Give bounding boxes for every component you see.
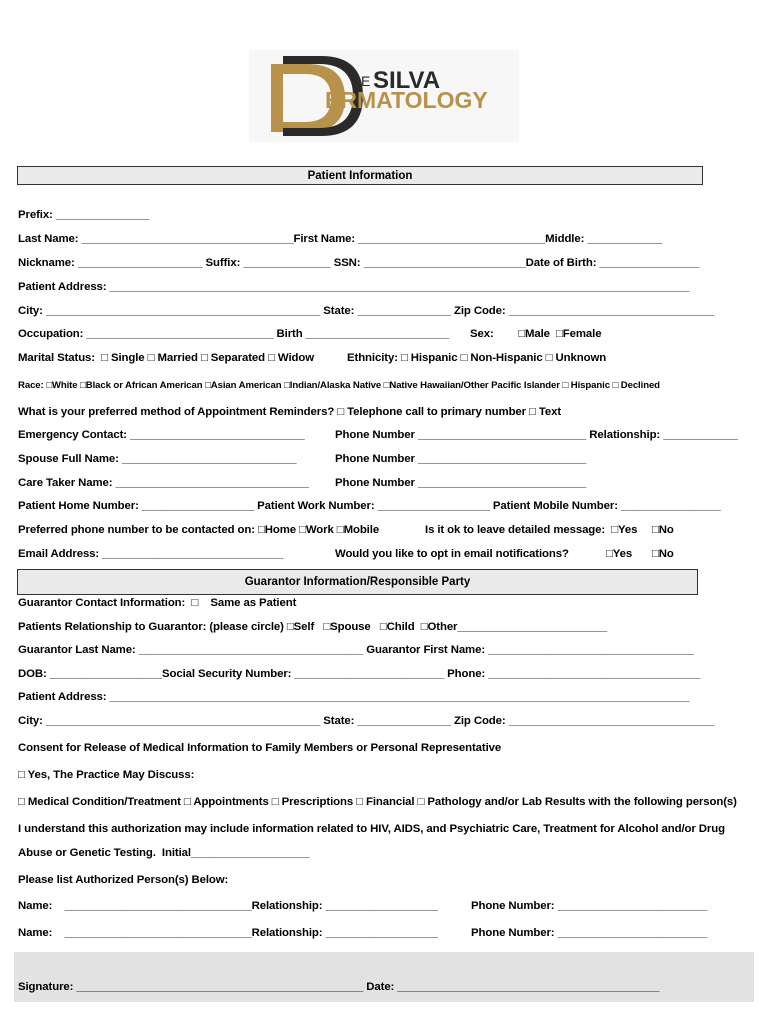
signature-date-fields[interactable]: Signature: ______________________________________________ Date: __________________________________________: [18, 981, 660, 993]
authorized-person-1[interactable]: Name: ______________________________Relationship: __________________: [18, 900, 438, 912]
email-opt-in-label: Would you like to opt in email notifications?: [335, 548, 569, 560]
discuss-checkbox[interactable]: □ Yes, The Practice May Discuss:: [18, 769, 195, 781]
name-fields[interactable]: Last Name: __________________________________First Name: ______________________________Middle: ____________: [18, 233, 663, 245]
authorized-person-2-phone[interactable]: Phone Number: ________________________: [471, 927, 708, 939]
email-opt-in-yes[interactable]: □Yes: [606, 548, 633, 560]
caretaker-phone-field[interactable]: Phone Number ___________________________: [335, 477, 587, 489]
guarantor-information-header: [17, 569, 698, 595]
spouse-phone-field[interactable]: Phone Number ___________________________: [335, 453, 587, 465]
authorized-person-2[interactable]: Name: ______________________________Relationship: __________________: [18, 927, 438, 939]
guarantor-name-fields[interactable]: Guarantor Last Name: ____________________________________ Guarantor First Name: _________________________________: [18, 644, 694, 656]
appointment-reminder-checkboxes[interactable]: What is your preferred method of Appointment Reminders? □ Telephone call to primary number □ Text: [18, 406, 562, 418]
emergency-phone-field[interactable]: Phone Number ___________________________ Relationship: ____________: [335, 429, 739, 441]
marital-status-checkboxes[interactable]: Marital Status: □ Single □ Married □ Separated □ Widow: [18, 352, 314, 364]
patient-information-header: [17, 166, 703, 185]
patient-phone-fields[interactable]: Patient Home Number: __________________ Patient Work Number: __________________ Patient Mobile Number: ________________: [18, 500, 721, 512]
prefix-field[interactable]: Prefix: _______________: [18, 209, 150, 221]
emergency-contact-field[interactable]: Emergency Contact: ____________________________: [18, 429, 305, 441]
initial-field[interactable]: Abuse or Genetic Testing. Initial___________________: [18, 847, 310, 859]
spouse-name-field[interactable]: Spouse Full Name: ____________________________: [18, 453, 297, 465]
logo-mark: [249, 50, 519, 142]
authorized-persons-heading: Please list Authorized Person(s) Below:: [18, 874, 229, 886]
desilva-dermatology-logo: [249, 50, 519, 142]
section-title: Guarantor Information/Responsible Party: [244, 576, 471, 588]
consent-heading: Consent for Release of Medical Information to Family Members or Personal Representative: [18, 742, 502, 754]
email-opt-in-no[interactable]: □No: [652, 548, 674, 560]
caretaker-name-field[interactable]: Care Taker Name: _______________________________: [18, 477, 309, 489]
svg-text:E: E: [361, 73, 371, 89]
svg-text:ERMATOLOGY: ERMATOLOGY: [325, 87, 488, 113]
city-state-zip-fields[interactable]: City: ____________________________________________ State: _______________ Zip Code: _________________________________: [18, 305, 715, 317]
guarantor-city-state-zip-fields[interactable]: City: ____________________________________________ State: _______________ Zip Code: _________________________________: [18, 715, 715, 727]
email-address-field[interactable]: Email Address: _____________________________: [18, 548, 283, 560]
authorization-text: I understand this authorization may include information related to HIV, AIDS, and Psychiatric Care, Treatment for Alcohol and/or Drug: [18, 823, 725, 835]
occupation-field[interactable]: Occupation: ______________________________ Birth _______________________: [18, 328, 450, 340]
detailed-message-no[interactable]: □No: [652, 524, 674, 536]
guarantor-contact-checkbox[interactable]: Guarantor Contact Information: □ Same as Patient: [18, 597, 297, 609]
sex-checkboxes[interactable]: Sex: □Male □Female: [470, 328, 602, 340]
section-title: Patient Information: [307, 169, 413, 182]
detailed-message-yes[interactable]: Is it ok to leave detailed message: □Yes: [425, 524, 638, 536]
signature-box: [14, 952, 754, 1002]
preferred-phone-checkboxes[interactable]: Preferred phone number to be contacted on: □Home □Work □Mobile: [18, 524, 380, 536]
discuss-topics-checkboxes[interactable]: □ Medical Condition/Treatment □ Appointments □ Prescriptions □ Financial □ Pathology and/or Lab Results with the following person(s): [18, 796, 737, 808]
svg-text:SILVA: SILVA: [373, 67, 441, 94]
race-checkboxes[interactable]: Race: □White □Black or African American □Asian American □Indian/Alaska Native □Native Hawaiian/Other Pacific Islander □ Hispanic □ Declined: [18, 380, 660, 391]
guarantor-relationship-checkboxes[interactable]: Patients Relationship to Guarantor: (please circle) □Self □Spouse □Child □Other________________________: [18, 621, 608, 633]
ethnicity-checkboxes[interactable]: Ethnicity: □ Hispanic □ Non-Hispanic □ Unknown: [347, 352, 607, 364]
guarantor-address-field[interactable]: Patient Address: _____________________________________________________________________________________________: [18, 691, 690, 703]
patient-address-field[interactable]: Patient Address: _____________________________________________________________________________________________: [18, 281, 690, 293]
authorized-person-1-phone[interactable]: Phone Number: ________________________: [471, 900, 708, 912]
guarantor-dob-ssn-phone-fields[interactable]: DOB: __________________Social Security Number: ________________________ Phone: __________________________________: [18, 668, 701, 680]
nickname-fields[interactable]: Nickname: ____________________ Suffix: ______________ SSN: __________________________Date of Birth: ________________: [18, 257, 700, 269]
